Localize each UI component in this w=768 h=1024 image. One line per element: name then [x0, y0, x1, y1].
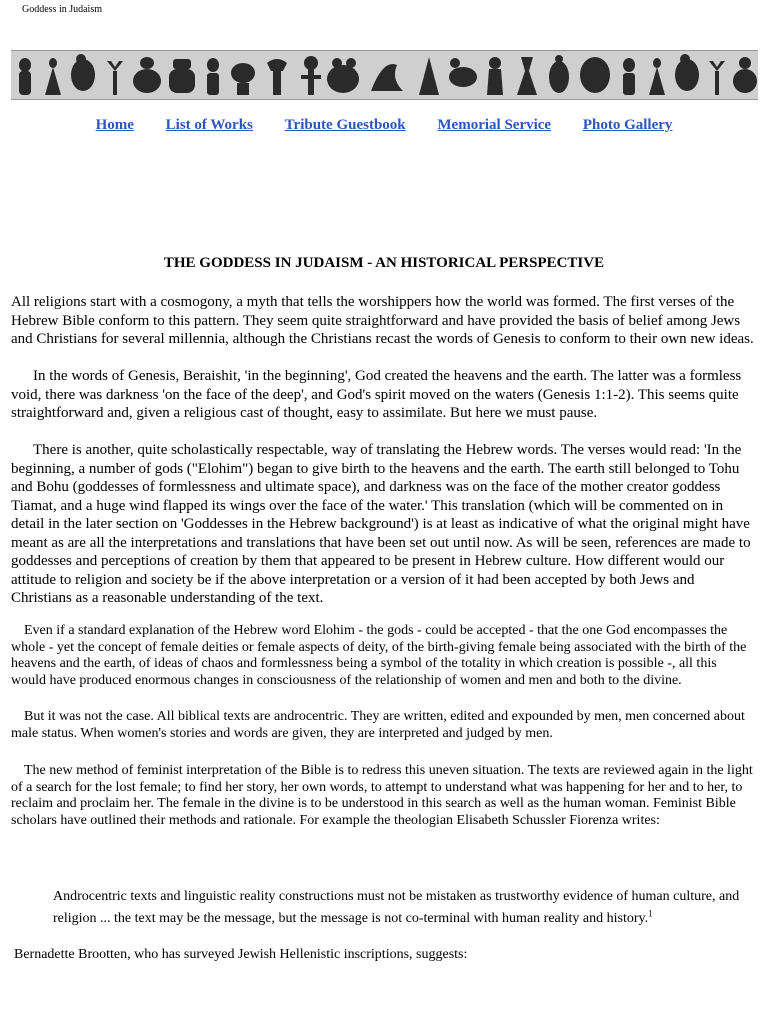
article-title: THE GODDESS IN JUDAISM - AN HISTORICAL PERSPECTIVE	[163, 255, 605, 271]
paragraph-1: All religions start with a cosmogony, a myth that tells the worshippers how the world was formed. The first verses of the Hebrew Bible conform to this pattern. They seem quite straightforward and have provided the basis of belief among Jews and Christians for several millennia, although the Christians recast the words of Genesis to conform to their own new ideas.	[11, 294, 754, 347]
nav-link-home[interactable]: Home	[95, 117, 134, 133]
paragraph-7: Bernadette Brootten, who has surveyed Jewish Hellenistic inscriptions, suggests:	[14, 947, 468, 962]
paragraph-6: The new method of feminist interpretation of the Bible is to redress this uneven situation. The texts are reviewed again in the light of a search for the lost female; to find her story, her own words, to attempt to understand what was happening for her and to her, to reclaim and proclaim her. The female in the divine is to be understood in this search as well as the human woman. Feminist Bible scholars have outlined their methods and rationale. For example the theologian Elisabeth Schussler Fiorenza writes:	[11, 763, 753, 828]
quote-text: Androcentric texts and linguistic reality constructions must not be mistaken as trustworthy evidence of human culture, and religion ... the text may be the message, but the message is not co-terminal with human reality and history.	[53, 889, 740, 926]
frieze-figures	[11, 51, 758, 99]
nav-link-list-of-works[interactable]: List of Works	[165, 117, 253, 133]
nav-link-photo-gallery[interactable]: Photo Gallery	[582, 117, 673, 133]
blockquote	[53, 886, 743, 929]
paragraph-5: But it was not the case. All biblical texts are androcentric. They are written, edited and expounded by men, men concerned about male status. When women's stories and words are given, they are interpreted and judged by men.	[11, 709, 745, 741]
paragraph-2: In the words of Genesis, Beraishit, 'in the beginning', God created the heavens and the earth. The latter was a formless void, there was darkness 'on the face of the deep', and God's spirit moved on the waters (Genesis 1:1-2). This seems quite straightforward and, given a religious cast of thought, easy to assimilate. But here we must pause.	[11, 368, 742, 421]
paragraph-4: Even if a standard explanation of the Hebrew word Elohim - the gods - could be accepted - that the one God encompasses the whole - yet the concept of female deities or female aspects of deity, of the birth-giving female being associated with the birth of the heavens and the earth, of ideas of chaos and formlessness being a symbol of the totality in which creation is possible -, all this would have produced enormous changes in consciousness of the relationship of women and men and both to the divine.	[11, 623, 747, 688]
window-title: Goddess in Judaism	[22, 4, 102, 15]
paragraph-3: There is another, quite scholastically respectable, way of translating the Hebrew words. The verses would read: 'In the beginning, a number of gods ("Elohim") began to give birth to the heavens and the earth. The earth still belonged to Tohu and Bohu (goddesses of formlessness and ultimate space), and darkness was on the face of the mother creator goddess Tiamat, and a huge wind flapped its wings over the face of the water.' This translation (which will be commented on in detail in the later section on 'Goddesses in the Hebrew background') is at least as indicative of what the original might have meant as are all the interpretations and translations that have been set out until now. As will be seen, references are made to goddesses and perceptions of creation by them that appeared to be present in Hebrew culture. How different would our attitude to religion and society be if the above interpretation or a version of it had been accepted by both Jews and Christians as a reasonable understanding of the text.	[11, 442, 751, 606]
footnote-link[interactable]: 1	[648, 907, 653, 918]
goddess-figurine-frieze	[11, 50, 758, 100]
nav-link-memorial-service[interactable]: Memorial Service	[437, 117, 552, 133]
nav-link-tribute-guestbook[interactable]: Tribute Guestbook	[284, 117, 406, 133]
main-navigation	[0, 117, 768, 134]
